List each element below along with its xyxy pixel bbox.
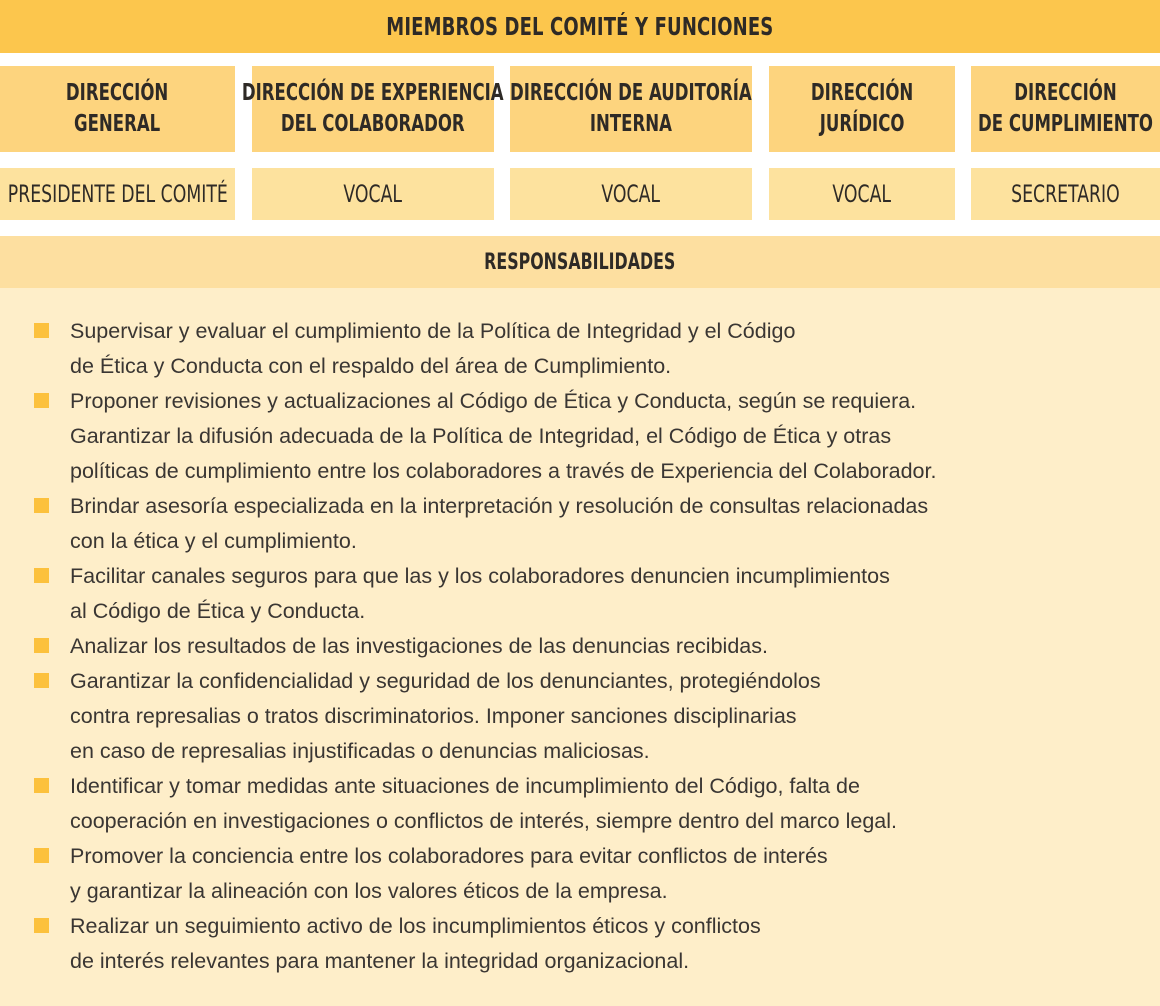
member-department-label: DIRECCIÓN DE CUMPLIMIENTO: [978, 80, 1153, 137]
member-department-cell: [510, 66, 752, 152]
responsibility-text: cooperación en investigaciones o conflictos de interés, siempre dentro del marco legal.: [70, 809, 898, 833]
responsibility-text: Garantizar la confidencialidad y seguridad de los denunciantes, protegiéndolos: [70, 669, 821, 693]
responsibility-text: Promover la conciencia entre los colaboradores para evitar conflictos de interés: [70, 844, 828, 868]
square-bullet-icon: [34, 323, 49, 338]
responsibility-item: [0, 769, 1160, 839]
member-department-label: DIRECCIÓN GENERAL: [66, 80, 169, 137]
responsibility-item: [0, 559, 1160, 629]
member-department-cell: [0, 66, 235, 152]
member-department-cell: [242, 66, 504, 152]
responsibility-text: políticas de cumplimiento entre los colaboradores a través de Experiencia del Colaborador.: [70, 459, 937, 483]
member-role-cell: [971, 168, 1160, 220]
square-bullet-icon: [34, 673, 49, 688]
square-bullet-icon: [34, 568, 49, 583]
responsibility-text: Facilitar canales seguros para que las y los colaboradores denuncien incumplimientos: [70, 564, 890, 588]
responsibility-text: Proponer revisiones y actualizaciones al Código de Ética y Conducta, según se requiera.: [70, 389, 917, 413]
responsibility-text: Analizar los resultados de las investigaciones de las denuncias recibidas.: [70, 634, 768, 658]
member-department-cell: [971, 66, 1160, 152]
member-role-cell: [510, 168, 752, 220]
square-bullet-icon: [34, 498, 49, 513]
member-role-label: VOCAL: [601, 180, 661, 208]
square-bullet-icon: [34, 848, 49, 863]
responsibility-text: Realizar un seguimiento activo de los incumplimientos éticos y conflictos: [70, 914, 761, 938]
responsibility-item: [0, 839, 1160, 909]
member-department-label: DIRECCIÓN DE EXPERIENCIA DEL COLABORADOR: [242, 80, 504, 137]
responsibility-item: [0, 489, 1160, 559]
member-role-cell: [0, 168, 235, 220]
responsibility-text: con la ética y el cumplimiento.: [70, 529, 357, 553]
responsibility-item: [0, 314, 1160, 384]
responsibilities-header: [0, 236, 1160, 288]
responsibility-text: de Ética y Conducta con el respaldo del área de Cumplimiento.: [70, 354, 672, 378]
responsibility-item: [0, 909, 1160, 979]
member-role-cell: [252, 168, 494, 220]
responsibility-text: Garantizar la difusión adecuada de la Política de Integridad, el Código de Ética y otras: [70, 424, 892, 448]
member-department-label: DIRECCIÓN JURÍDICO: [810, 80, 914, 137]
committee-title-bar: [0, 0, 1160, 53]
square-bullet-icon: [34, 778, 49, 793]
responsibility-text: al Código de Ética y Conducta.: [70, 599, 366, 623]
member-role-label: PRESIDENTE DEL COMITÉ: [7, 180, 228, 208]
square-bullet-icon: [34, 918, 49, 933]
member-department-label: DIRECCIÓN DE AUDITORÍA INTERNA: [510, 80, 752, 137]
responsibility-text: Supervisar y evaluar el cumplimiento de la Política de Integridad y el Código: [70, 319, 796, 343]
responsibility-item: [0, 664, 1160, 769]
member-department-cell: [769, 66, 955, 152]
responsibilities-list: [0, 314, 1160, 979]
responsibility-text: Identificar y tomar medidas ante situaciones de incumplimiento del Código, falta de: [70, 774, 860, 798]
responsibility-text: contra represalias o tratos discriminatorios. Imponer sanciones disciplinarias: [70, 704, 797, 728]
responsibilities-title: RESPONSABILIDADES: [484, 249, 676, 275]
responsibility-text: en caso de represalias injustificadas o denuncias maliciosas.: [70, 739, 650, 763]
square-bullet-icon: [34, 638, 49, 653]
responsibility-text: Brindar asesoría especializada en la interpretación y resolución de consultas relacionadas: [70, 494, 929, 518]
member-role-label: VOCAL: [343, 180, 403, 208]
responsibility-text: y garantizar la alineación con los valores éticos de la empresa.: [70, 879, 668, 903]
square-bullet-icon: [34, 393, 49, 408]
committee-title: MIEMBROS DEL COMITÉ Y FUNCIONES: [386, 12, 774, 41]
responsibility-text: de interés relevantes para mantener la integridad organizacional.: [70, 949, 690, 973]
responsibility-item: [0, 384, 1160, 489]
member-role-label: VOCAL: [832, 180, 892, 208]
member-role-label: SECRETARIO: [1011, 180, 1120, 208]
responsibility-item: [0, 629, 1160, 664]
member-role-cell: [769, 168, 955, 220]
